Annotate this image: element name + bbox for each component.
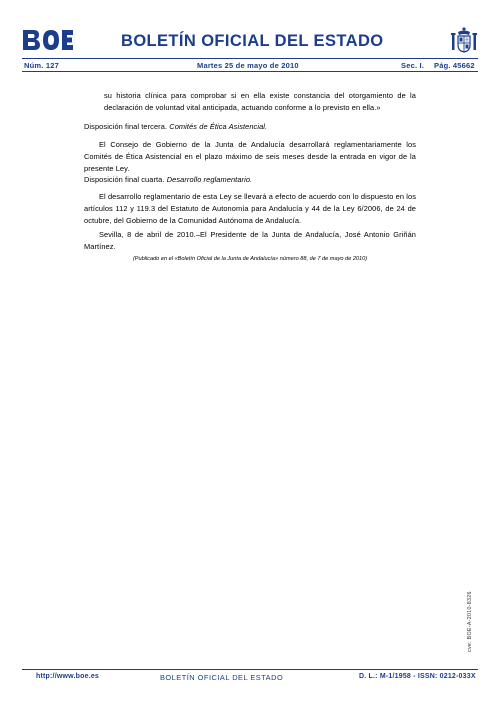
issue-number: Núm. 127 [24,61,59,70]
bulletin-title: BOLETÍN OFICIAL DEL ESTADO [121,32,384,50]
paragraph-ethics-committees: El Consejo de Gobierno de la Junta de Andalucía desarrollará reglamentariamente los Comités de Ética Asistencial en el plazo máximo de seis meses desde la entrada en vigor de la presente Ley. [84,140,416,173]
signature-paragraph: Sevilla, 8 de abril de 2010.–El Presidente de la Junta de Andalucía, José Antonio Griñán Martínez. [84,230,416,251]
provision-title: Comités de Ética Asistencial. [169,122,268,131]
footer-legal-deposit: D. L.: M-1/1958 - ISSN: 0212-033X [359,673,476,680]
issue-date: Martes 25 de mayo de 2010 [197,61,299,70]
boe-logo [22,29,74,51]
provision-heading-fourth [84,174,416,186]
footer-url-link[interactable]: http://www.boe.es [36,673,100,680]
provision-heading-third [84,121,416,133]
coat-of-arms-icon [450,26,478,54]
publication-note: (Publicado en el «Boletín Oficial de la Junta de Andalucía» número 88, de 7 de mayo de 2010) [132,256,368,262]
footer-title: BOLETÍN OFICIAL DEL ESTADO [160,673,284,682]
paragraph-regulatory-development: El desarrollo reglamentario de esta Ley se llevará a efecto de acuerdo con lo dispuesto en los artículos 112 y 119.3 del Estatuto de Autonomía para Andalucía y 44 de la Ley 6/2006, de 24 de octubre, del Gobierno de la Comunidad Autónoma de Andalucía. [84,192,416,225]
header-rule-bottom [22,71,478,72]
section-label: Sec. I. [401,61,425,70]
provision-label: Disposición final tercera. [84,122,168,131]
paragraph-continuation: su historia clínica para comprobar si en ella existe constancia del otorgamiento de la declaración de voluntad vital anticipada, actuando conforme a lo previsto en ella.» [104,91,416,112]
provision-title: Desarrollo reglamentario. [166,175,253,184]
page-number: Pág. 45662 [434,61,475,70]
header-rule-top [22,58,478,59]
cve-identifier: cve: BOE-A-2010-8326 [467,591,473,652]
provision-label: Disposición final cuarta. [84,175,165,184]
footer-rule [22,669,478,670]
